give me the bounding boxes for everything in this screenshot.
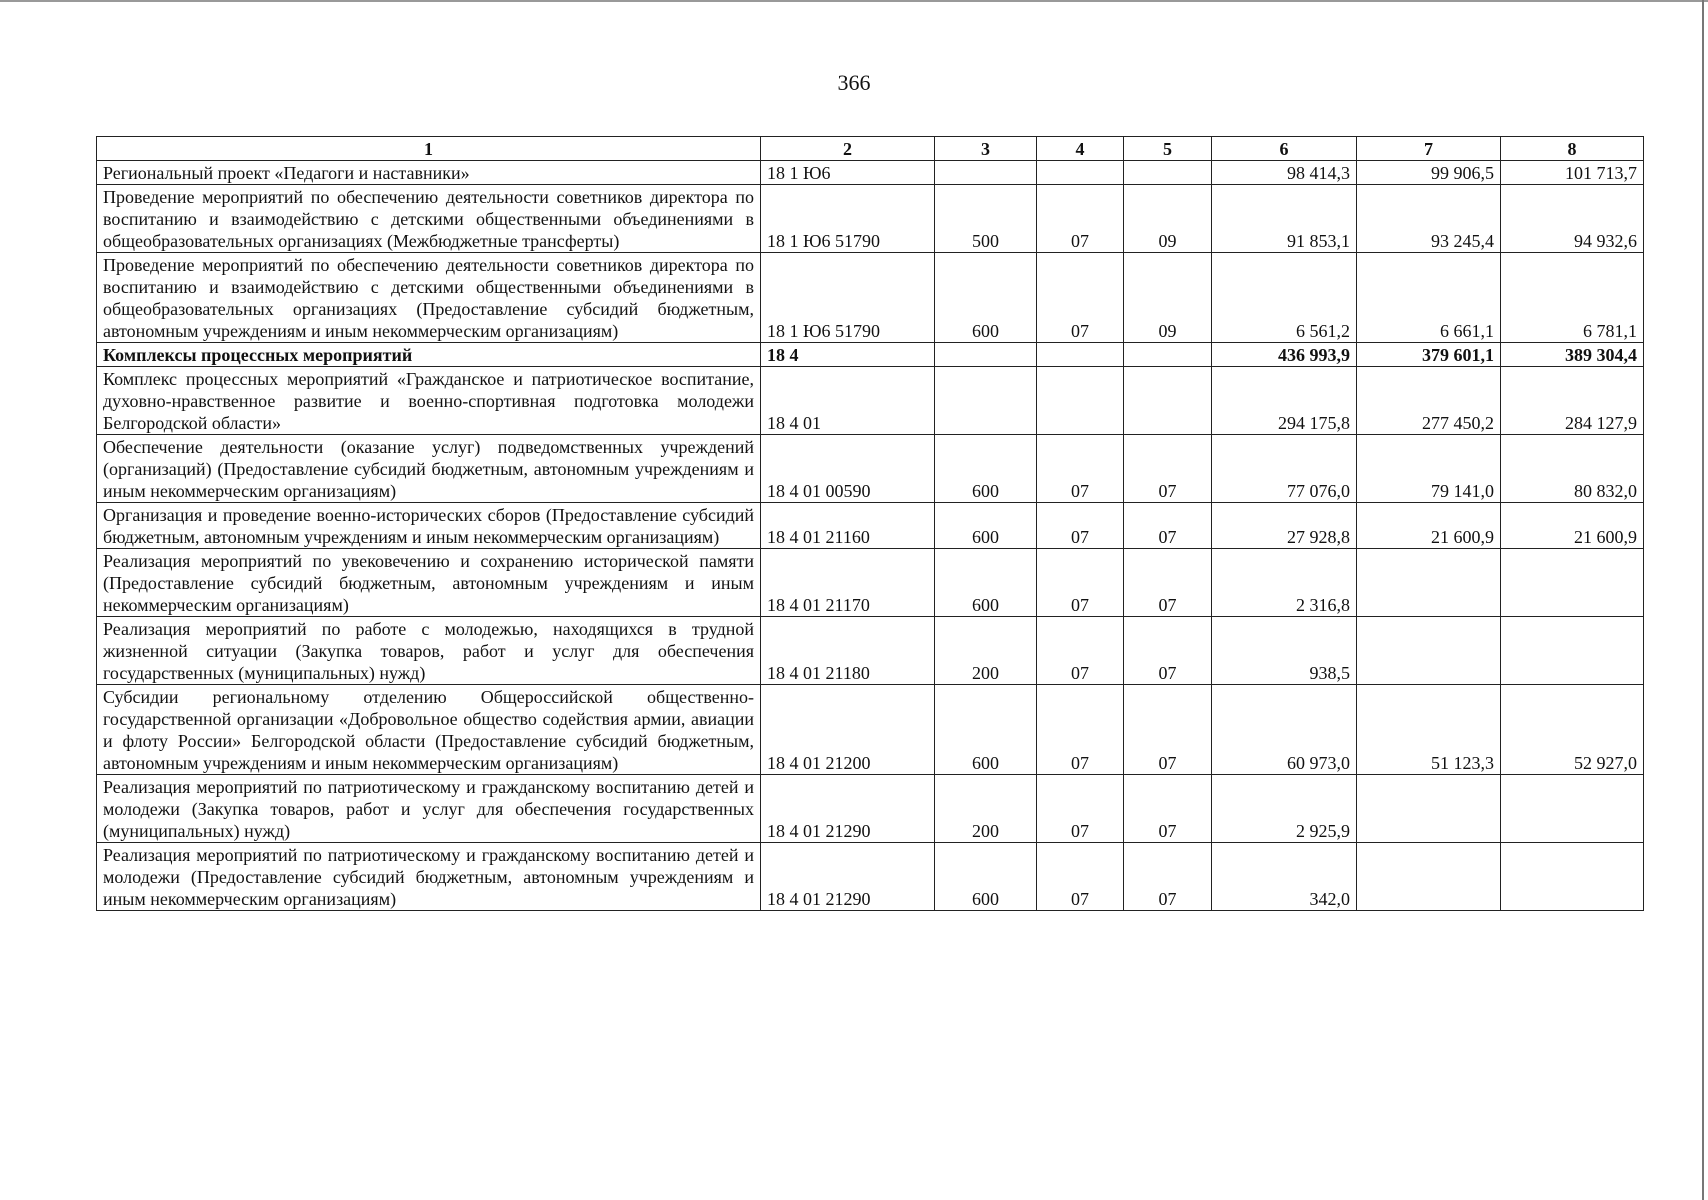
row-subsection-cell: 09 [1124, 253, 1212, 343]
row-type-cell: 200 [935, 617, 1037, 685]
column-header-8: 8 [1501, 137, 1644, 161]
row-subsection-cell [1124, 343, 1212, 367]
budget-table [96, 136, 1644, 911]
row-code-cell: 18 4 01 21290 [761, 775, 935, 843]
row-value-6-cell: 938,5 [1212, 617, 1357, 685]
row-section-cell: 07 [1037, 185, 1124, 253]
row-value-8-cell: 101 713,7 [1501, 161, 1644, 185]
row-value-6-cell: 91 853,1 [1212, 185, 1357, 253]
row-value-7-cell: 93 245,4 [1357, 185, 1501, 253]
table-row [97, 549, 1644, 617]
row-code-cell: 18 4 01 00590 [761, 435, 935, 503]
row-value-8-cell [1501, 775, 1644, 843]
row-value-8-cell: 94 932,6 [1501, 185, 1644, 253]
row-section-cell: 07 [1037, 775, 1124, 843]
row-section-cell [1037, 367, 1124, 435]
row-code-cell: 18 4 [761, 343, 935, 367]
row-type-cell: 600 [935, 435, 1037, 503]
row-code-cell: 18 4 01 21180 [761, 617, 935, 685]
column-header-7: 7 [1357, 137, 1501, 161]
row-value-6-cell: 27 928,8 [1212, 503, 1357, 549]
row-subsection-cell: 07 [1124, 549, 1212, 617]
row-name-cell: Проведение мероприятий по обеспечению деятельности советников директора по воспитанию и взаимодействию с детскими общественными объединениями в общеобразовательных организациях (Межбюджетные трансферты) [97, 185, 761, 253]
table-row [97, 161, 1644, 185]
row-section-cell: 07 [1037, 843, 1124, 911]
row-name-cell: Субсидии региональному отделению Общероссийской общественно-государственной организации «Добровольное общество содействия армии, авиации и флоту России» Белгородской области (Предоставление субсидий бюджетным, автономным учреждениям и иным некоммерческим организациям) [97, 685, 761, 775]
table-row [97, 775, 1644, 843]
row-type-cell: 600 [935, 685, 1037, 775]
table-row [97, 685, 1644, 775]
row-value-7-cell [1357, 775, 1501, 843]
row-subsection-cell: 07 [1124, 685, 1212, 775]
row-value-6-cell: 2 925,9 [1212, 775, 1357, 843]
row-value-8-cell [1501, 617, 1644, 685]
row-value-8-cell: 52 927,0 [1501, 685, 1644, 775]
table-row [97, 843, 1644, 911]
scan-right-edge [1702, 0, 1704, 1200]
row-value-7-cell: 6 661,1 [1357, 253, 1501, 343]
table-row [97, 367, 1644, 435]
row-type-cell: 600 [935, 503, 1037, 549]
column-header-4: 4 [1037, 137, 1124, 161]
row-type-cell: 600 [935, 253, 1037, 343]
row-value-6-cell: 436 993,9 [1212, 343, 1357, 367]
row-name-cell: Реализация мероприятий по патриотическому и гражданскому воспитанию детей и молодежи (Предоставление субсидий бюджетным, автономным учреждениям и иным некоммерческим организациям) [97, 843, 761, 911]
row-section-cell: 07 [1037, 549, 1124, 617]
row-name-cell: Обеспечение деятельности (оказание услуг) подведомственных учреждений (организаций) (Предоставление субсидий бюджетным, автономным учреждениям и иным некоммерческим организациям) [97, 435, 761, 503]
row-value-7-cell: 21 600,9 [1357, 503, 1501, 549]
row-name-cell: Реализация мероприятий по работе с молодежью, находящихся в трудной жизненной ситуации (Закупка товаров, работ и услуг для обеспечения государственных (муниципальных) нужд) [97, 617, 761, 685]
column-header-3: 3 [935, 137, 1037, 161]
row-code-cell: 18 4 01 21290 [761, 843, 935, 911]
row-value-7-cell: 277 450,2 [1357, 367, 1501, 435]
table-row [97, 185, 1644, 253]
row-value-6-cell: 294 175,8 [1212, 367, 1357, 435]
row-value-6-cell: 98 414,3 [1212, 161, 1357, 185]
row-value-8-cell: 6 781,1 [1501, 253, 1644, 343]
row-type-cell: 600 [935, 843, 1037, 911]
row-subsection-cell: 07 [1124, 843, 1212, 911]
row-value-6-cell: 2 316,8 [1212, 549, 1357, 617]
table-row [97, 253, 1644, 343]
row-subsection-cell: 07 [1124, 435, 1212, 503]
row-type-cell [935, 161, 1037, 185]
row-value-6-cell: 6 561,2 [1212, 253, 1357, 343]
row-section-cell: 07 [1037, 685, 1124, 775]
row-code-cell: 18 4 01 21170 [761, 549, 935, 617]
page-number: 366 [837, 70, 871, 95]
scan-top-edge [0, 0, 1708, 2]
row-value-7-cell [1357, 843, 1501, 911]
table-row [97, 503, 1644, 549]
table-body [97, 137, 1644, 911]
row-name-cell: Комплекс процессных мероприятий «Гражданское и патриотическое воспитание, духовно-нравственное развитие и военно-спортивная подготовка молодежи Белгородской области» [97, 367, 761, 435]
row-value-7-cell: 99 906,5 [1357, 161, 1501, 185]
row-code-cell: 18 1 Ю6 51790 [761, 185, 935, 253]
row-value-8-cell: 284 127,9 [1501, 367, 1644, 435]
row-value-8-cell [1501, 549, 1644, 617]
row-subsection-cell: 09 [1124, 185, 1212, 253]
row-value-7-cell: 51 123,3 [1357, 685, 1501, 775]
row-code-cell: 18 4 01 [761, 367, 935, 435]
column-header-6: 6 [1212, 137, 1357, 161]
row-subsection-cell [1124, 367, 1212, 435]
row-value-7-cell [1357, 617, 1501, 685]
row-type-cell: 500 [935, 185, 1037, 253]
row-section-cell: 07 [1037, 435, 1124, 503]
row-value-6-cell: 77 076,0 [1212, 435, 1357, 503]
row-value-8-cell: 389 304,4 [1501, 343, 1644, 367]
row-name-cell: Реализация мероприятий по увековечению и сохранению исторической памяти (Предоставление субсидий бюджетным, автономным учреждениям и иным некоммерческим организациям) [97, 549, 761, 617]
row-section-cell: 07 [1037, 503, 1124, 549]
row-type-cell [935, 343, 1037, 367]
row-section-cell [1037, 161, 1124, 185]
row-name-cell: Проведение мероприятий по обеспечению деятельности советников директора по воспитанию и взаимодействию с детскими общественными объединениями в общеобразовательных организациях (Предоставление субсидий бюджетным, автономным учреждениям и иным некоммерческим организациям) [97, 253, 761, 343]
row-code-cell: 18 4 01 21200 [761, 685, 935, 775]
column-header-2: 2 [761, 137, 935, 161]
row-name-cell: Комплексы процессных мероприятий [97, 343, 761, 367]
row-value-8-cell [1501, 843, 1644, 911]
row-type-cell: 600 [935, 549, 1037, 617]
row-section-cell [1037, 343, 1124, 367]
row-section-cell: 07 [1037, 253, 1124, 343]
table-row [97, 435, 1644, 503]
row-subsection-cell [1124, 161, 1212, 185]
row-value-6-cell: 342,0 [1212, 843, 1357, 911]
row-value-7-cell: 79 141,0 [1357, 435, 1501, 503]
table-header-row [97, 137, 1644, 161]
row-value-7-cell: 379 601,1 [1357, 343, 1501, 367]
row-value-7-cell [1357, 549, 1501, 617]
table-row [97, 617, 1644, 685]
column-header-1: 1 [97, 137, 761, 161]
row-name-cell: Реализация мероприятий по патриотическому и гражданскому воспитанию детей и молодежи (Закупка товаров, работ и услуг для обеспечения государственных (муниципальных) нужд) [97, 775, 761, 843]
row-value-8-cell: 21 600,9 [1501, 503, 1644, 549]
row-name-cell: Региональный проект «Педагоги и наставники» [97, 161, 761, 185]
row-name-cell: Организация и проведение военно-исторических сборов (Предоставление субсидий бюджетным, автономным учреждениям и иным некоммерческим организациям) [97, 503, 761, 549]
row-code-cell: 18 4 01 21160 [761, 503, 935, 549]
row-value-6-cell: 60 973,0 [1212, 685, 1357, 775]
row-subsection-cell: 07 [1124, 503, 1212, 549]
row-code-cell: 18 1 Ю6 [761, 161, 935, 185]
row-subsection-cell: 07 [1124, 775, 1212, 843]
row-type-cell: 200 [935, 775, 1037, 843]
table-row [97, 343, 1644, 367]
row-type-cell [935, 367, 1037, 435]
row-value-8-cell: 80 832,0 [1501, 435, 1644, 503]
row-section-cell: 07 [1037, 617, 1124, 685]
column-header-5: 5 [1124, 137, 1212, 161]
row-code-cell: 18 1 Ю6 51790 [761, 253, 935, 343]
row-subsection-cell: 07 [1124, 617, 1212, 685]
